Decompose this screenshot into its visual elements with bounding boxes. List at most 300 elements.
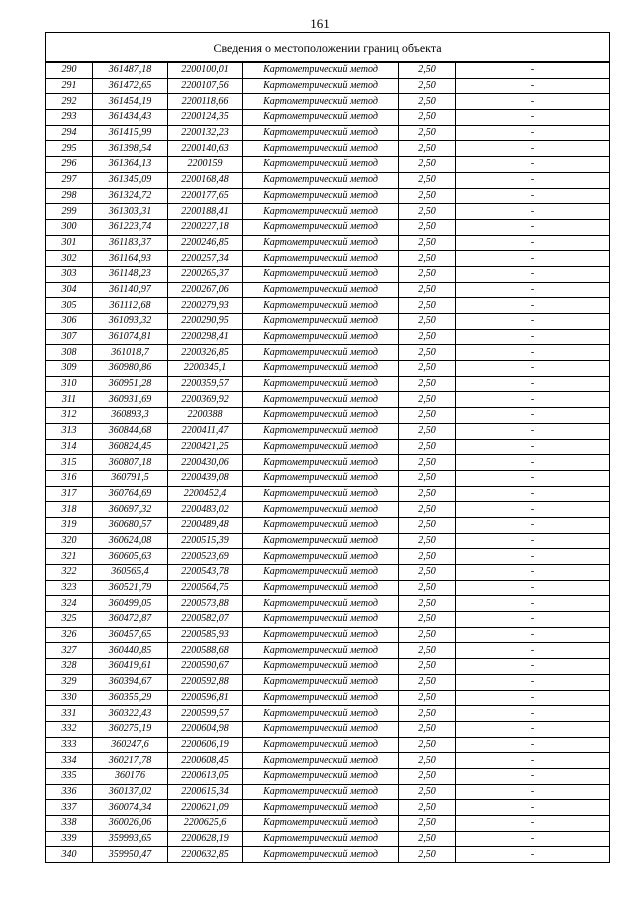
table-row	[46, 392, 610, 408]
point-number-cell: 304	[46, 282, 93, 298]
method-cell: Картометрический метод	[243, 706, 399, 722]
note-cell: -	[456, 376, 610, 392]
table-row	[46, 266, 610, 282]
method-cell: Картометрический метод	[243, 408, 399, 424]
y-coordinate-cell: 2200515,39	[168, 533, 243, 549]
accuracy-cell: 2,50	[399, 439, 456, 455]
table-row	[46, 674, 610, 690]
note-cell: -	[456, 172, 610, 188]
table-row	[46, 721, 610, 737]
table-row	[46, 235, 610, 251]
note-cell: -	[456, 251, 610, 267]
y-coordinate-cell: 2200599,57	[168, 706, 243, 722]
y-coordinate-cell: 2200326,85	[168, 345, 243, 361]
note-cell: -	[456, 627, 610, 643]
note-cell: -	[456, 439, 610, 455]
method-cell: Картометрический метод	[243, 721, 399, 737]
note-cell: -	[456, 768, 610, 784]
y-coordinate-cell: 2200604,98	[168, 721, 243, 737]
accuracy-cell: 2,50	[399, 580, 456, 596]
point-number-cell: 297	[46, 172, 93, 188]
point-number-cell: 316	[46, 470, 93, 486]
table-row	[46, 847, 610, 863]
method-cell: Картометрический метод	[243, 565, 399, 581]
table-row	[46, 784, 610, 800]
point-number-cell: 328	[46, 659, 93, 675]
accuracy-cell: 2,50	[399, 721, 456, 737]
x-coordinate-cell: 360791,5	[93, 470, 168, 486]
table-row	[46, 282, 610, 298]
note-cell: -	[456, 784, 610, 800]
note-cell: -	[456, 408, 610, 424]
table-row	[46, 188, 610, 204]
point-number-cell: 307	[46, 329, 93, 345]
accuracy-cell: 2,50	[399, 266, 456, 282]
accuracy-cell: 2,50	[399, 517, 456, 533]
point-number-cell: 332	[46, 721, 93, 737]
point-number-cell: 331	[46, 706, 93, 722]
method-cell: Картометрический метод	[243, 251, 399, 267]
x-coordinate-cell: 360217,78	[93, 753, 168, 769]
accuracy-cell: 2,50	[399, 392, 456, 408]
accuracy-cell: 2,50	[399, 533, 456, 549]
x-coordinate-cell: 360247,6	[93, 737, 168, 753]
table-row	[46, 329, 610, 345]
point-number-cell: 329	[46, 674, 93, 690]
y-coordinate-cell: 2200523,69	[168, 549, 243, 565]
y-coordinate-cell: 2200107,56	[168, 78, 243, 94]
y-coordinate-cell: 2200132,23	[168, 125, 243, 141]
accuracy-cell: 2,50	[399, 596, 456, 612]
method-cell: Картометрический метод	[243, 282, 399, 298]
x-coordinate-cell: 361112,68	[93, 298, 168, 314]
method-cell: Картометрический метод	[243, 816, 399, 832]
method-cell: Картометрический метод	[243, 188, 399, 204]
y-coordinate-cell: 2200246,85	[168, 235, 243, 251]
x-coordinate-cell: 361472,65	[93, 78, 168, 94]
note-cell: -	[456, 737, 610, 753]
table-row	[46, 376, 610, 392]
table-row	[46, 63, 610, 79]
y-coordinate-cell: 2200279,93	[168, 298, 243, 314]
method-cell: Картометрический метод	[243, 643, 399, 659]
method-cell: Картометрический метод	[243, 502, 399, 518]
table-row	[46, 502, 610, 518]
point-number-cell: 318	[46, 502, 93, 518]
note-cell: -	[456, 345, 610, 361]
method-cell: Картометрический метод	[243, 596, 399, 612]
table-row	[46, 627, 610, 643]
x-coordinate-cell: 360697,32	[93, 502, 168, 518]
y-coordinate-cell: 2200452,4	[168, 486, 243, 502]
table-row	[46, 737, 610, 753]
table-row	[46, 94, 610, 110]
x-coordinate-cell: 361074,81	[93, 329, 168, 345]
note-cell: -	[456, 282, 610, 298]
note-cell: -	[456, 486, 610, 502]
method-cell: Картометрический метод	[243, 486, 399, 502]
y-coordinate-cell: 2200588,68	[168, 643, 243, 659]
point-number-cell: 312	[46, 408, 93, 424]
method-cell: Картометрический метод	[243, 768, 399, 784]
method-cell: Картометрический метод	[243, 847, 399, 863]
x-coordinate-cell: 361164,93	[93, 251, 168, 267]
note-cell: -	[456, 816, 610, 832]
point-number-cell: 317	[46, 486, 93, 502]
table-row	[46, 831, 610, 847]
accuracy-cell: 2,50	[399, 188, 456, 204]
x-coordinate-cell: 360521,79	[93, 580, 168, 596]
accuracy-cell: 2,50	[399, 361, 456, 377]
x-coordinate-cell: 360275,19	[93, 721, 168, 737]
note-cell: -	[456, 455, 610, 471]
table-row	[46, 753, 610, 769]
method-cell: Картометрический метод	[243, 753, 399, 769]
y-coordinate-cell: 2200592,88	[168, 674, 243, 690]
point-number-cell: 324	[46, 596, 93, 612]
method-cell: Картометрический метод	[243, 580, 399, 596]
table-row	[46, 172, 610, 188]
y-coordinate-cell: 2200290,95	[168, 314, 243, 330]
note-cell: -	[456, 157, 610, 173]
method-cell: Картометрический метод	[243, 690, 399, 706]
note-cell: -	[456, 502, 610, 518]
x-coordinate-cell: 361398,54	[93, 141, 168, 157]
point-number-cell: 302	[46, 251, 93, 267]
point-number-cell: 295	[46, 141, 93, 157]
y-coordinate-cell: 2200564,75	[168, 580, 243, 596]
x-coordinate-cell: 360026,06	[93, 816, 168, 832]
method-cell: Картометрический метод	[243, 737, 399, 753]
y-coordinate-cell: 2200124,35	[168, 110, 243, 126]
method-cell: Картометрический метод	[243, 314, 399, 330]
y-coordinate-cell: 2200628,19	[168, 831, 243, 847]
x-coordinate-cell: 361183,37	[93, 235, 168, 251]
method-cell: Картометрический метод	[243, 78, 399, 94]
y-coordinate-cell: 2200388	[168, 408, 243, 424]
method-cell: Картометрический метод	[243, 800, 399, 816]
point-number-cell: 303	[46, 266, 93, 282]
table-row	[46, 423, 610, 439]
x-coordinate-cell: 361415,99	[93, 125, 168, 141]
method-cell: Картометрический метод	[243, 549, 399, 565]
table-row	[46, 110, 610, 126]
table-row	[46, 439, 610, 455]
method-cell: Картометрический метод	[243, 298, 399, 314]
table-row	[46, 690, 610, 706]
note-cell: -	[456, 612, 610, 628]
table-row	[46, 533, 610, 549]
accuracy-cell: 2,50	[399, 612, 456, 628]
method-cell: Картометрический метод	[243, 455, 399, 471]
x-coordinate-cell: 360807,18	[93, 455, 168, 471]
table-row	[46, 768, 610, 784]
accuracy-cell: 2,50	[399, 125, 456, 141]
y-coordinate-cell: 2200168,48	[168, 172, 243, 188]
accuracy-cell: 2,50	[399, 659, 456, 675]
table-row	[46, 298, 610, 314]
table-row	[46, 125, 610, 141]
note-cell: -	[456, 721, 610, 737]
table-row	[46, 314, 610, 330]
note-cell: -	[456, 314, 610, 330]
method-cell: Картометрический метод	[243, 470, 399, 486]
point-number-cell: 315	[46, 455, 93, 471]
point-number-cell: 305	[46, 298, 93, 314]
x-coordinate-cell: 360824,45	[93, 439, 168, 455]
method-cell: Картометрический метод	[243, 831, 399, 847]
accuracy-cell: 2,50	[399, 204, 456, 220]
accuracy-cell: 2,50	[399, 816, 456, 832]
y-coordinate-cell: 2200177,65	[168, 188, 243, 204]
y-coordinate-cell: 2200543,78	[168, 565, 243, 581]
y-coordinate-cell: 2200573,88	[168, 596, 243, 612]
method-cell: Картометрический метод	[243, 517, 399, 533]
note-cell: -	[456, 659, 610, 675]
method-cell: Картометрический метод	[243, 659, 399, 675]
table-row	[46, 78, 610, 94]
note-cell: -	[456, 266, 610, 282]
accuracy-cell: 2,50	[399, 63, 456, 79]
x-coordinate-cell: 360322,43	[93, 706, 168, 722]
y-coordinate-cell: 2200625,6	[168, 816, 243, 832]
x-coordinate-cell: 360764,69	[93, 486, 168, 502]
note-cell: -	[456, 470, 610, 486]
point-number-cell: 339	[46, 831, 93, 847]
table-row	[46, 251, 610, 267]
point-number-cell: 296	[46, 157, 93, 173]
y-coordinate-cell: 2200100,01	[168, 63, 243, 79]
x-coordinate-cell: 360980,86	[93, 361, 168, 377]
y-coordinate-cell: 2200596,81	[168, 690, 243, 706]
x-coordinate-cell: 360565,4	[93, 565, 168, 581]
table-row	[46, 517, 610, 533]
note-cell: -	[456, 533, 610, 549]
point-number-cell: 320	[46, 533, 93, 549]
x-coordinate-cell: 360074,34	[93, 800, 168, 816]
point-number-cell: 334	[46, 753, 93, 769]
accuracy-cell: 2,50	[399, 800, 456, 816]
y-coordinate-cell: 2200265,37	[168, 266, 243, 282]
table-row	[46, 470, 610, 486]
table-row	[46, 204, 610, 220]
y-coordinate-cell: 2200430,06	[168, 455, 243, 471]
note-cell: -	[456, 188, 610, 204]
accuracy-cell: 2,50	[399, 706, 456, 722]
x-coordinate-cell: 360499,05	[93, 596, 168, 612]
x-coordinate-cell: 360624,08	[93, 533, 168, 549]
note-cell: -	[456, 800, 610, 816]
accuracy-cell: 2,50	[399, 235, 456, 251]
x-coordinate-cell: 361364,13	[93, 157, 168, 173]
point-number-cell: 325	[46, 612, 93, 628]
x-coordinate-cell: 360176	[93, 768, 168, 784]
x-coordinate-cell: 359993,65	[93, 831, 168, 847]
accuracy-cell: 2,50	[399, 376, 456, 392]
note-cell: -	[456, 706, 610, 722]
note-cell: -	[456, 392, 610, 408]
point-number-cell: 311	[46, 392, 93, 408]
x-coordinate-cell: 361018,7	[93, 345, 168, 361]
method-cell: Картометрический метод	[243, 439, 399, 455]
point-number-cell: 291	[46, 78, 93, 94]
accuracy-cell: 2,50	[399, 502, 456, 518]
accuracy-cell: 2,50	[399, 690, 456, 706]
method-cell: Картометрический метод	[243, 94, 399, 110]
note-cell: -	[456, 549, 610, 565]
accuracy-cell: 2,50	[399, 831, 456, 847]
y-coordinate-cell: 2200421,25	[168, 439, 243, 455]
accuracy-cell: 2,50	[399, 847, 456, 863]
x-coordinate-cell: 361324,72	[93, 188, 168, 204]
note-cell: -	[456, 643, 610, 659]
method-cell: Картометрический метод	[243, 361, 399, 377]
table-row	[46, 345, 610, 361]
y-coordinate-cell: 2200118,66	[168, 94, 243, 110]
x-coordinate-cell: 361487,18	[93, 63, 168, 79]
x-coordinate-cell: 361434,43	[93, 110, 168, 126]
accuracy-cell: 2,50	[399, 455, 456, 471]
y-coordinate-cell: 2200489,48	[168, 517, 243, 533]
point-number-cell: 327	[46, 643, 93, 659]
note-cell: -	[456, 298, 610, 314]
point-number-cell: 299	[46, 204, 93, 220]
y-coordinate-cell: 2200606,19	[168, 737, 243, 753]
accuracy-cell: 2,50	[399, 345, 456, 361]
point-number-cell: 308	[46, 345, 93, 361]
x-coordinate-cell: 360893,3	[93, 408, 168, 424]
accuracy-cell: 2,50	[399, 753, 456, 769]
y-coordinate-cell: 2200632,85	[168, 847, 243, 863]
note-cell: -	[456, 78, 610, 94]
method-cell: Картометрический метод	[243, 172, 399, 188]
note-cell: -	[456, 847, 610, 863]
point-number-cell: 338	[46, 816, 93, 832]
point-number-cell: 298	[46, 188, 93, 204]
x-coordinate-cell: 360137,02	[93, 784, 168, 800]
table-row	[46, 408, 610, 424]
table-heading: Сведения о местоположении границ объекта	[45, 32, 610, 62]
y-coordinate-cell: 2200590,67	[168, 659, 243, 675]
y-coordinate-cell: 2200359,57	[168, 376, 243, 392]
accuracy-cell: 2,50	[399, 737, 456, 753]
point-number-cell: 290	[46, 63, 93, 79]
method-cell: Картометрический метод	[243, 141, 399, 157]
x-coordinate-cell: 360419,61	[93, 659, 168, 675]
method-cell: Картометрический метод	[243, 63, 399, 79]
note-cell: -	[456, 219, 610, 235]
coordinates-table	[45, 62, 610, 863]
accuracy-cell: 2,50	[399, 219, 456, 235]
accuracy-cell: 2,50	[399, 784, 456, 800]
table-row	[46, 141, 610, 157]
page-number: 161	[310, 16, 330, 31]
x-coordinate-cell: 361345,09	[93, 172, 168, 188]
accuracy-cell: 2,50	[399, 157, 456, 173]
point-number-cell: 294	[46, 125, 93, 141]
point-number-cell: 300	[46, 219, 93, 235]
coordinates-table-body	[46, 63, 610, 863]
point-number-cell: 301	[46, 235, 93, 251]
accuracy-cell: 2,50	[399, 674, 456, 690]
table-row	[46, 565, 610, 581]
note-cell: -	[456, 423, 610, 439]
point-number-cell: 323	[46, 580, 93, 596]
x-coordinate-cell: 361140,97	[93, 282, 168, 298]
x-coordinate-cell: 359950,47	[93, 847, 168, 863]
accuracy-cell: 2,50	[399, 329, 456, 345]
x-coordinate-cell: 360931,69	[93, 392, 168, 408]
method-cell: Картометрический метод	[243, 376, 399, 392]
x-coordinate-cell: 360394,67	[93, 674, 168, 690]
y-coordinate-cell: 2200140,63	[168, 141, 243, 157]
table-row	[46, 612, 610, 628]
table-row	[46, 659, 610, 675]
y-coordinate-cell: 2200411,47	[168, 423, 243, 439]
table-row	[46, 706, 610, 722]
y-coordinate-cell: 2200267,06	[168, 282, 243, 298]
accuracy-cell: 2,50	[399, 110, 456, 126]
accuracy-cell: 2,50	[399, 172, 456, 188]
y-coordinate-cell: 2200582,07	[168, 612, 243, 628]
x-coordinate-cell: 361148,23	[93, 266, 168, 282]
method-cell: Картометрический метод	[243, 784, 399, 800]
point-number-cell: 319	[46, 517, 93, 533]
note-cell: -	[456, 110, 610, 126]
accuracy-cell: 2,50	[399, 408, 456, 424]
y-coordinate-cell: 2200227,18	[168, 219, 243, 235]
note-cell: -	[456, 329, 610, 345]
note-cell: -	[456, 94, 610, 110]
note-cell: -	[456, 753, 610, 769]
method-cell: Картометрический метод	[243, 674, 399, 690]
x-coordinate-cell: 361093,32	[93, 314, 168, 330]
x-coordinate-cell: 361454,19	[93, 94, 168, 110]
x-coordinate-cell: 360355,29	[93, 690, 168, 706]
note-cell: -	[456, 690, 610, 706]
point-number-cell: 336	[46, 784, 93, 800]
method-cell: Картометрический метод	[243, 125, 399, 141]
accuracy-cell: 2,50	[399, 78, 456, 94]
point-number-cell: 340	[46, 847, 93, 863]
y-coordinate-cell: 2200439,08	[168, 470, 243, 486]
table-row	[46, 361, 610, 377]
method-cell: Картометрический метод	[243, 110, 399, 126]
method-cell: Картометрический метод	[243, 533, 399, 549]
method-cell: Картометрический метод	[243, 204, 399, 220]
accuracy-cell: 2,50	[399, 627, 456, 643]
accuracy-cell: 2,50	[399, 298, 456, 314]
method-cell: Картометрический метод	[243, 329, 399, 345]
table-row	[46, 486, 610, 502]
y-coordinate-cell: 2200257,34	[168, 251, 243, 267]
table-row	[46, 643, 610, 659]
point-number-cell: 326	[46, 627, 93, 643]
y-coordinate-cell: 2200621,09	[168, 800, 243, 816]
accuracy-cell: 2,50	[399, 486, 456, 502]
accuracy-cell: 2,50	[399, 768, 456, 784]
accuracy-cell: 2,50	[399, 94, 456, 110]
x-coordinate-cell: 360605,63	[93, 549, 168, 565]
x-coordinate-cell: 360951,28	[93, 376, 168, 392]
accuracy-cell: 2,50	[399, 314, 456, 330]
note-cell: -	[456, 596, 610, 612]
y-coordinate-cell: 2200159	[168, 157, 243, 173]
note-cell: -	[456, 361, 610, 377]
point-number-cell: 333	[46, 737, 93, 753]
accuracy-cell: 2,50	[399, 470, 456, 486]
accuracy-cell: 2,50	[399, 141, 456, 157]
